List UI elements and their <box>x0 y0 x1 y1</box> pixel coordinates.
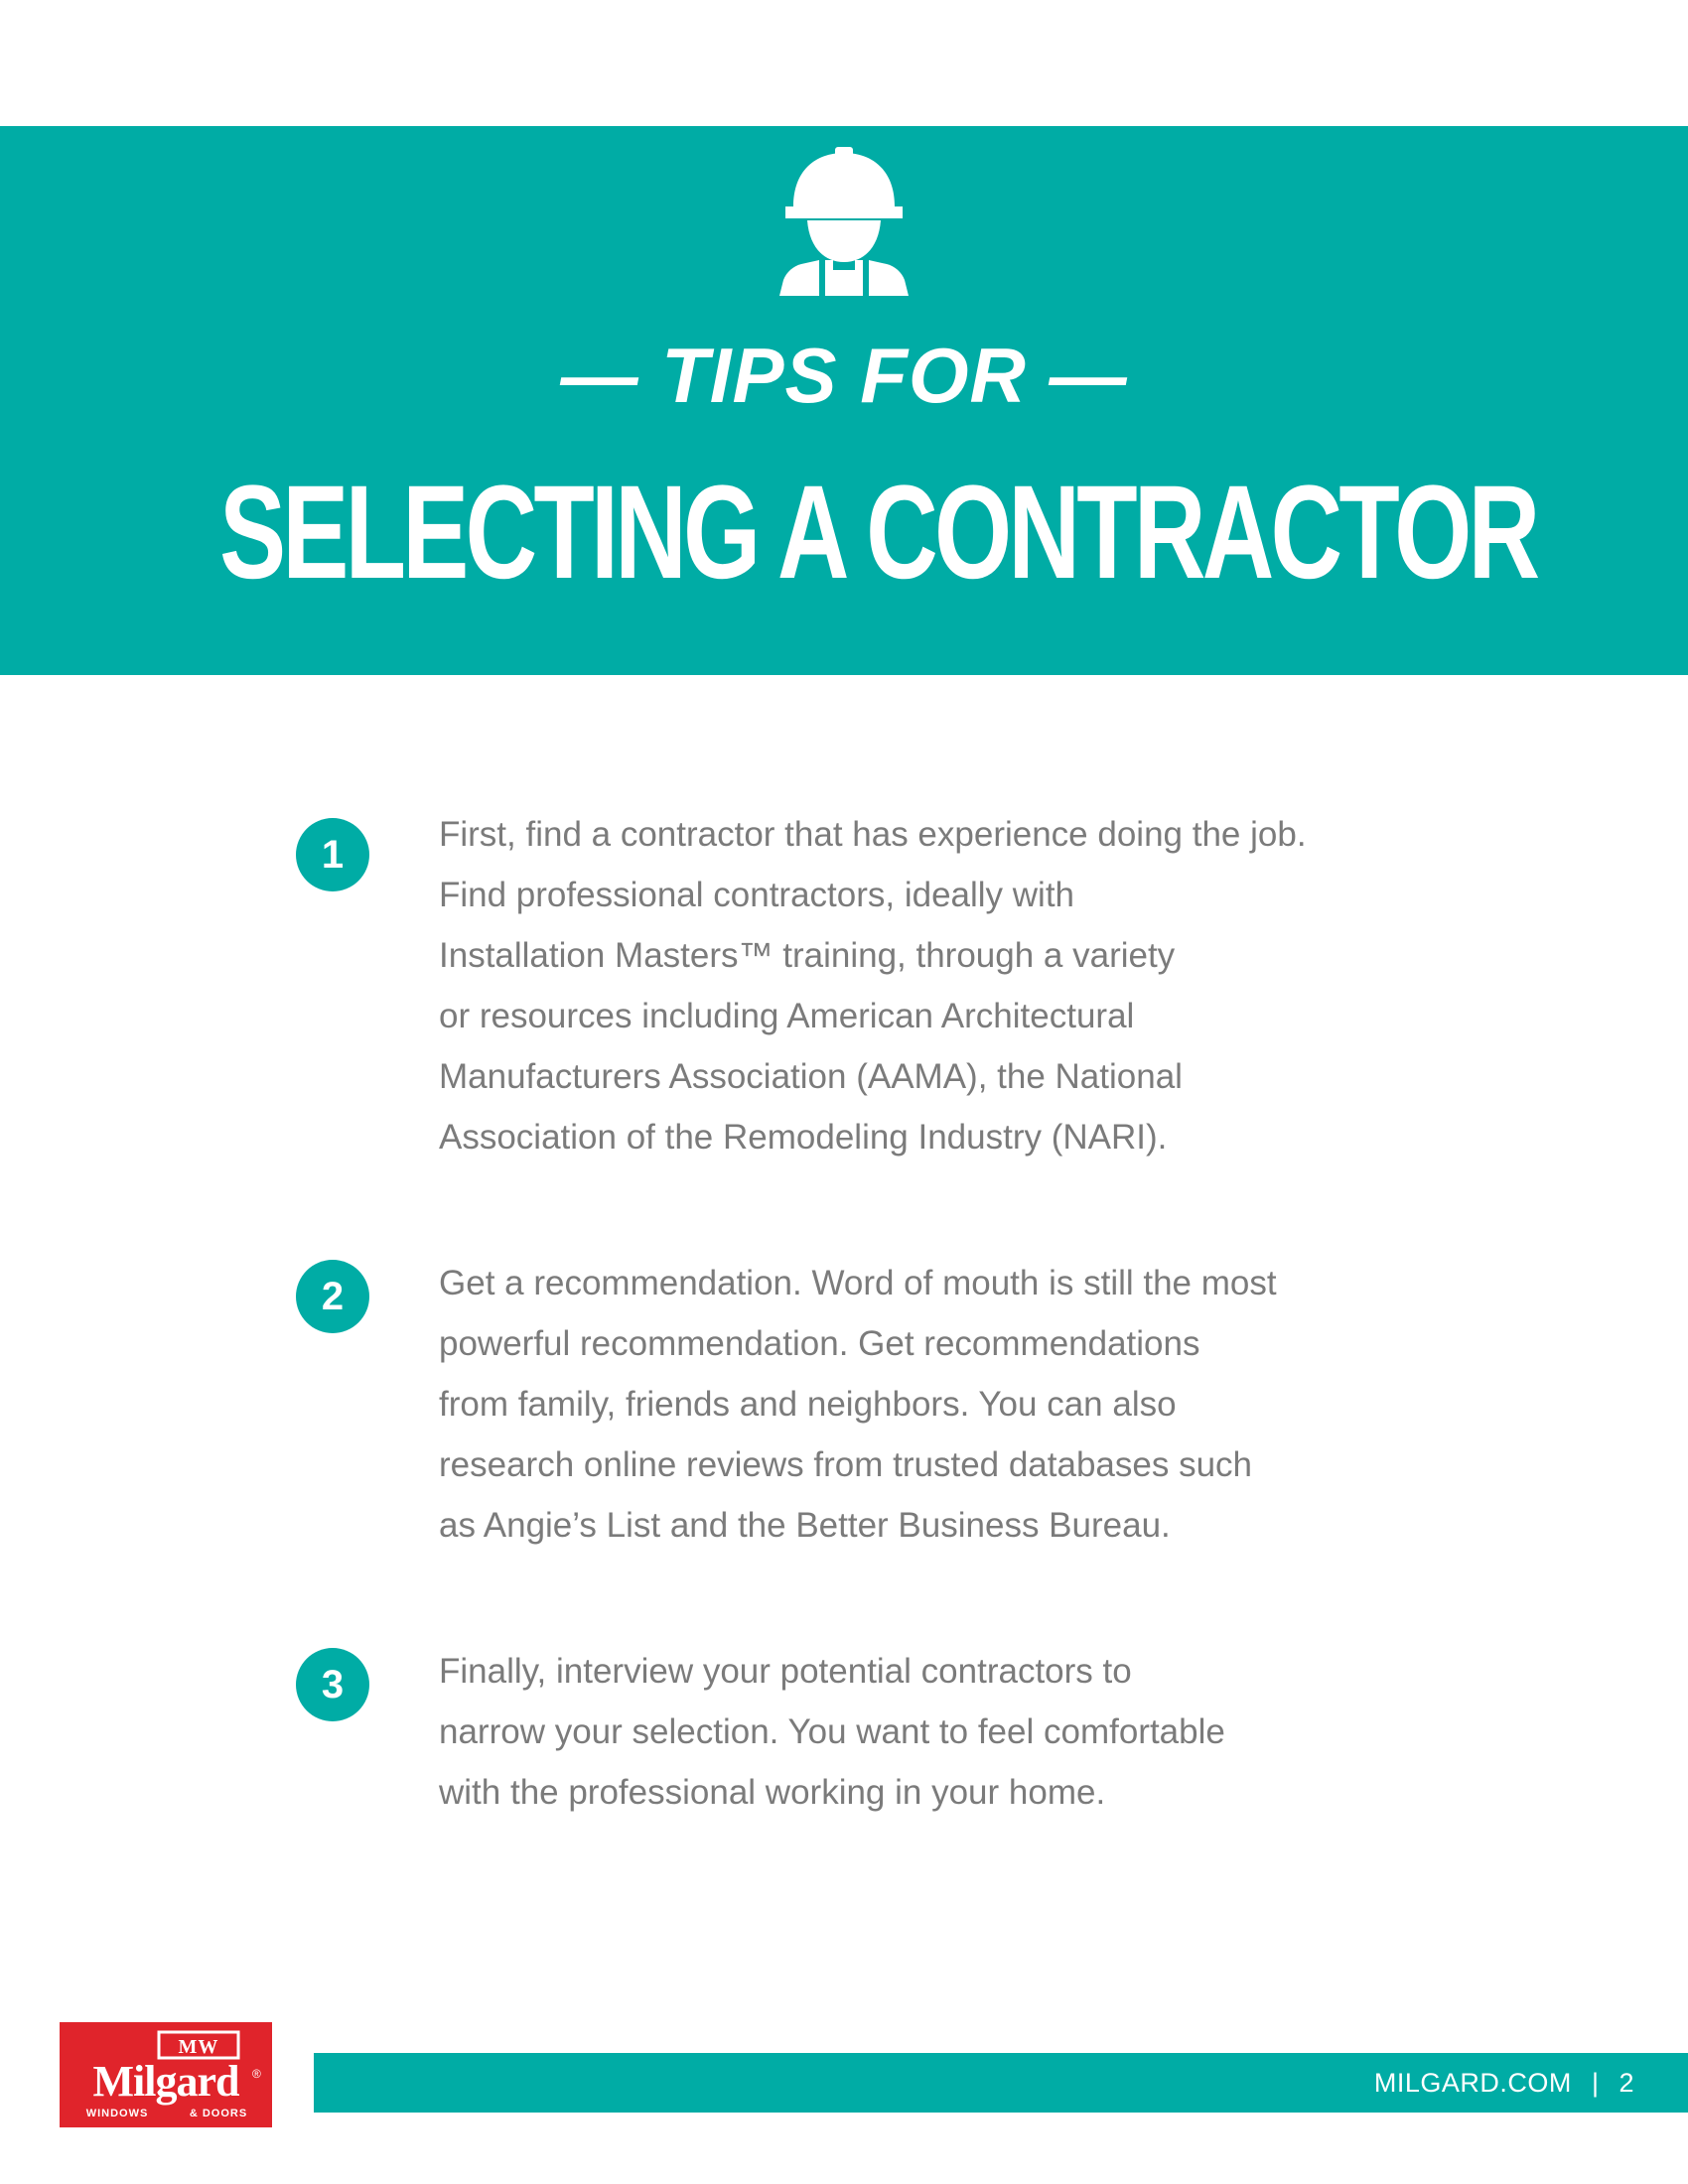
tip-text-3 <box>439 1641 1511 1823</box>
tip-number-3: 3 <box>296 1648 369 1721</box>
tip-2-line: from family, friends and neighbors. You can also <box>439 1385 1177 1424</box>
tip-2-line: powerful recommendation. Get recommendations <box>439 1324 1200 1363</box>
logo-mark: MW <box>178 2036 219 2058</box>
tip-2-line: as Angie’s List and the Better Business Bureau. <box>439 1506 1171 1545</box>
tip-text-2 <box>439 1253 1511 1556</box>
footer-separator: | <box>1591 2068 1600 2098</box>
tip-number-1: 1 <box>296 818 369 891</box>
tip-1-line: Installation Masters™ training, through a variety <box>439 936 1176 975</box>
milgard-logo <box>60 2022 272 2127</box>
tip-text-1 <box>439 804 1511 1167</box>
tip-1-line: Manufacturers Association (AAMA), the National <box>439 1057 1183 1096</box>
footer-text <box>1374 2053 1634 2113</box>
logo-registered: ® <box>252 2067 261 2081</box>
footer-page-number: 2 <box>1618 2068 1634 2098</box>
footer-bar <box>314 2053 1688 2113</box>
tip-number-2: 2 <box>296 1260 369 1333</box>
header-eyebrow: — TIPS FOR — <box>560 332 1128 419</box>
logo-tagline-left: WINDOWS <box>85 2108 149 2119</box>
page-title-text: SELECTING A CONTRACTOR <box>219 459 1537 607</box>
tip-3-line: with the professional working in your home. <box>439 1773 1106 1812</box>
tip-1-line: Find professional contractors, ideally with <box>439 876 1075 914</box>
logo-wordmark: Milgard <box>92 2057 239 2106</box>
tip-2-line: Get a recommendation. Word of mouth is still the most <box>439 1264 1277 1302</box>
tip-1-line: Association of the Remodeling Industry (NARI). <box>439 1118 1168 1157</box>
footer-site-link[interactable]: MILGARD.COM <box>1373 2068 1572 2098</box>
construction-worker-icon <box>777 147 911 296</box>
tip-2-line: research online reviews from trusted databases such <box>439 1445 1253 1484</box>
logo-tagline-right: & DOORS <box>189 2108 248 2119</box>
tip-1-line: or resources including American Architectural <box>439 997 1135 1035</box>
page-title <box>0 459 1688 608</box>
tip-3-line: narrow your selection. You want to feel comfortable <box>439 1712 1225 1751</box>
tip-3-line: Finally, interview your potential contractors to <box>439 1652 1132 1691</box>
tip-1-line: First, find a contractor that has experience doing the job. <box>439 815 1307 854</box>
